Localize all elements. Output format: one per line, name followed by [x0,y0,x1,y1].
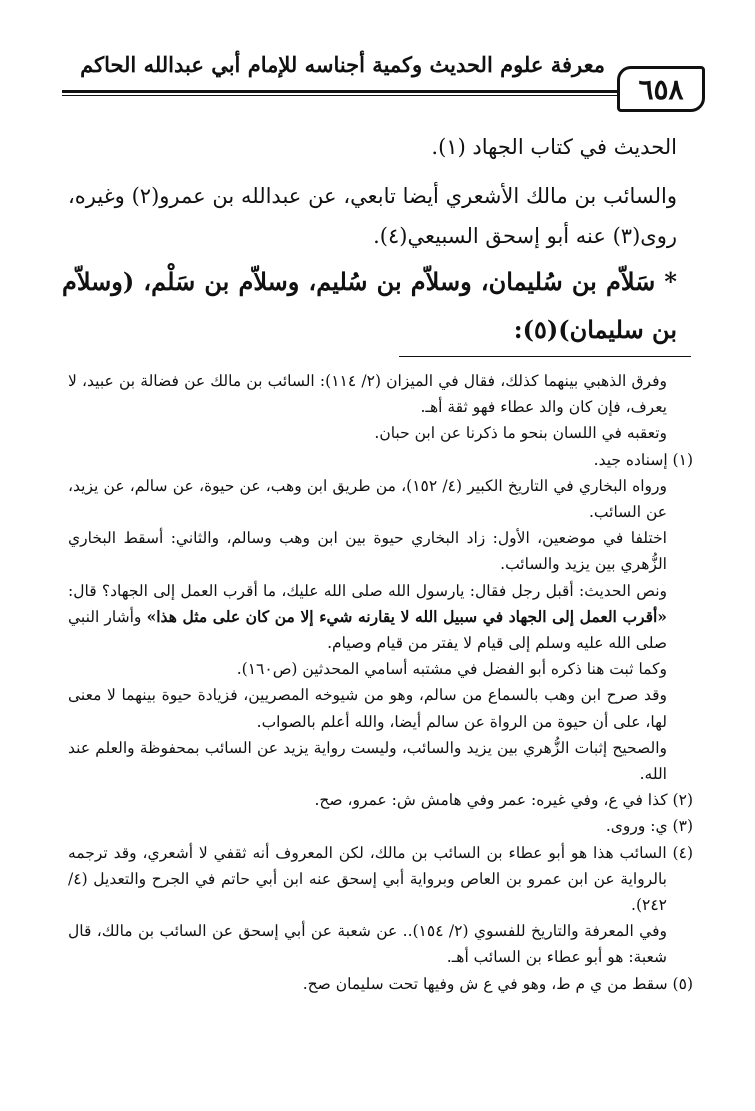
footnote-line: وفرق الذهبي بينهما كذلك، فقال في الميزان (٢/ ١١٤): السائب بن مالك عن فضالة بن عبيد، لا يعرف، فإن كان والد عطاء فهو ثقة أهـ. [68,372,668,417]
footnote-line: ورواه البخاري في التاريخ الكبير (٤/ ١٥٢)، من طريق ابن وهب، عن حيوة، عن سالم، عن يزيد، عن السائب. [68,476,667,522]
section-heading: * سَلاّم بن سُليمان، وسلاّم بن سُليم، وسلاّم بن سَلْم، (وسلاّم بن سليمان)(٥): [62,267,677,344]
footnote-2: (٢) كذا في ع، وفي غيره: عمر وفي هامش ش: عمرو، صح. [314,791,693,810]
footnote-line: وكما ثبت هنا ذكره أبو الفضل في مشتبه أسامي المحدثين (ص١٦٠). [236,660,667,679]
footnote-line: اختلفا في موضعين، الأول: زاد البخاري حيوة بين ابن وهب وسالم، والثاني: أسقط البخاري الزُّهري بين يزيد والسائب. [68,529,667,574]
footnote-line: وفي المعرفة والتاريخ للفسوي (٢/ ١٥٤).. عن شعبة عن أبي إسحق عن السائب بن مالك، قال شعبة: هو أبو عطاء بن السائب أهـ. [68,922,667,967]
footnote-4: (٤) السائب هذا هو أبو عطاء بن السائب بن مالك، لكن المعروف أنه ثقفي لا أشعري، وقد ترجمه بالرواية عن ابن عمرو بن العاص وبرواية أبي إسحق عنه ابن أبي حاتم في الجرح والتعديل (٤/ ٢٤٢). [68,843,693,915]
footnote-separator [399,356,691,357]
hadith-intro: ونص الحديث: أقبل رجل فقال: يارسول الله صلى الله عليك، ما أقرب العمل إلى الجهاد؟ قال: [68,581,667,600]
main-paragraph-2: والسائب بن مالك الأشعري أيضا تابعي، عن عبدالله بن عمرو(٢) وغيره، روى(٣) عنه أبو إسحق السبيعي(٤). [68,184,677,248]
header-rule [62,90,618,96]
footnote-line: والصحيح إثبات الزُّهري بين يزيد والسائب، وليست رواية يزيد عن السائب بمحفوظة والعلم عند الله. [68,738,667,784]
footnote-1: (١) إسناده جيد. [593,450,693,469]
page-number: ٦٥٨ [638,72,684,106]
footnote-5: (٥) سقط من ي م ط، وهو في ع ش وفيها تحت سليمان صح. [302,974,693,993]
hadith-outro: وأشار النبي صلى الله عليه وسلم إلى قيام لا يفتر من قيام وصيام. [68,607,667,653]
footnote-line: وتعقبه في اللسان بنحو ما ذكرنا عن ابن حبان. [374,424,667,443]
footnote-hadith-text [68,578,693,657]
footnote-3: (٣) ي: وروى. [605,817,693,836]
footnote-line: وقد صرح ابن وهب بالسماع من سالم، وهو من شيوخه المصريين، فزيادة حيوة بينهما لا معنى لها، على أن حيوة من الرواة عن سالم أيضا، والله أعلم بالصواب. [68,686,667,731]
hadith-quote: «أقرب العمل إلى الجهاد في سبيل الله لا يقارنه شيء إلا من كان على مثل هذا» [146,606,667,626]
running-header-title: معرفة علوم الحديث وكمية أجناسه للإمام أبي عبدالله الحاكم [80,52,605,77]
main-paragraph-1: الحديث في كتاب الجهاد (١). [431,135,677,159]
footnotes [68,368,693,997]
page-number-badge [617,66,705,112]
